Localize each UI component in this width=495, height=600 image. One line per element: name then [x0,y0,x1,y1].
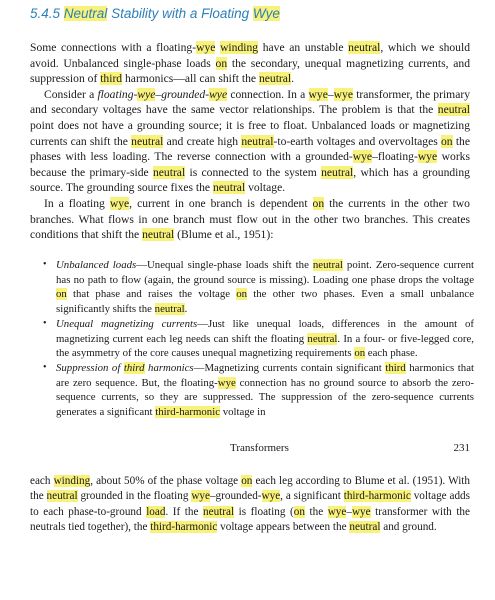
highlighted-term: wye [109,196,130,210]
bullet-text: Unequal magnetizing currents—Just like unequal loads, differences in the amount of magnetizing current each leg needs can shift the floating neutral. In a four- or five-legged core, the asymmetry of the core causes unequal magnetizing requirements on each phase. [56,317,475,360]
highlighted-term: neutral [437,103,470,117]
highlighted-term: wye [217,376,236,389]
highlighted-term: on [312,196,325,210]
italic-text: harmonics [144,361,194,374]
highlighted-term: on [215,56,228,70]
paragraph: In a floating wye, current in one branch is dependent on the currents in the other two branches. What flows in one branch must flow out in the other two branches. This creates conditions that shift the neutral (Blume et al., 1951): [30,196,470,242]
highlighted-term: wye [417,150,438,164]
italic-text: Unbalanced loads [56,259,137,271]
italic-text: Unequal magnetizing currents [56,317,198,330]
highlighted-term: neutral [312,259,343,271]
bullet-icon: • [43,259,47,270]
highlighted-term: neutral [258,72,292,86]
bullet-item [42,258,474,317]
continuation-text [30,474,470,536]
body-text [30,40,470,243]
highlighted-term: neutral [131,134,164,148]
highlighted-term: neutral [203,505,235,518]
highlighted-term: neutral [152,165,186,179]
highlighted-term: third-harmonic [343,490,411,503]
highlighted-term: neutral [154,303,185,316]
highlighted-term: wye [327,505,347,518]
highlighted-term: wye [333,87,353,101]
highlighted-term: on [354,347,366,360]
highlighted-term: wye [261,490,281,503]
highlighted-term: third [100,72,123,86]
highlighted-term: neutral [321,165,354,179]
highlighted-term: on [441,134,453,148]
paragraph: each winding, about 50% of the phase voltage on each leg according to Blume et al. (1951). With the neutral grounded in the floating wye–grounded-wye, a significant third-harmonic voltage adds to each phase-to-ground load. If the neutral is floating (on the wye–wye transformer with the neutrals tied together), the third-harmonic voltage appears between the neutral and ground. [30,475,471,534]
highlighted-term: wye [196,41,216,54]
highlighted-term: wye [137,87,156,101]
highlighted-term: Wye [252,6,280,21]
highlighted-term: on [236,288,248,301]
highlighted-term: neutral [142,228,175,242]
highlighted-term: third [385,361,406,374]
highlighted-term: Neutral [63,6,108,21]
paragraph: Some connections with a floating-wye winding have an unstable neutral, which we should avoid. Unbalanced single-phase loads on the secondary, unequal magnetizing currents, and suppression of third harmonics—all can shift the neutral. [30,41,470,86]
bullet-item [42,317,474,361]
highlighted-term: neutral [241,134,274,148]
highlighted-term: third-harmonic [150,521,218,534]
bullet-list [42,258,474,420]
italic-text: –grounded- [155,87,210,101]
bullet-item [42,361,474,420]
highlighted-term: third [123,361,145,374]
page-number: 231 [453,442,470,454]
highlighted-term: neutral [212,181,246,195]
highlighted-term: winding [220,41,259,54]
highlighted-term: wye [308,87,328,101]
highlighted-term: wye [209,87,228,101]
paragraph: Consider a floating-wye–grounded-wye connection. In a wye–wye transformer, the primary and secondary voltages have the same vector relationships. The problem is that the neutral point does not have a grounding source; it is free to float. Unbalanced loads or magnetizing currents can shift the neutral and create high neutral-to-earth voltages and overvoltages on the phases with less loading. The reverse connection with a grounded-wye–floating-wye works because the primary-side neutral is connected to the system neutral, which has a grounding source. The grounding source fixes the neutral voltage. [30,87,470,195]
highlighted-term: on [56,288,67,301]
highlighted-term: on [241,475,253,487]
highlighted-term: neutral [348,41,381,54]
bullet-icon: • [43,317,47,329]
bullet-text: Suppression of third harmonics—Magnetizing currents contain significant third harmonics that are zero sequence. But, the floating-wye connection has no ground source to absorb the zero-sequence currents, so they are suppressed. The suppression of the zero-sequence currents generates a significant third-harmonic voltage in [56,361,474,419]
highlighted-term: third-harmonic [155,406,220,419]
highlighted-term: neutral [46,490,78,503]
highlighted-term: neutral [349,521,381,534]
italic-text: floating- [97,87,138,101]
highlighted-term: wye [351,505,371,518]
bullet-text: Unbalanced loads—Unequal single-phase loads shift the neutral point. Zero-sequence current has no path to flow (again, the ground source is missing). Loading one phase drops the voltage on that phase and raises the voltage on the other two phases. Even a small unbalance significantly shifts the neutral. [56,259,475,316]
bullet-icon: • [43,361,47,373]
section-heading: 5.4.5 Neutral Stability with a Floating Wye [30,6,280,21]
highlighted-term: wye [191,490,210,503]
italic-text: Suppression of [56,361,124,374]
highlighted-term: neutral [307,332,338,345]
highlighted-term: wye [352,150,373,164]
highlighted-term: winding [53,475,91,487]
highlighted-term: on [293,505,305,518]
highlighted-term: load [146,505,166,518]
chapter-title: Transformers [230,442,289,454]
